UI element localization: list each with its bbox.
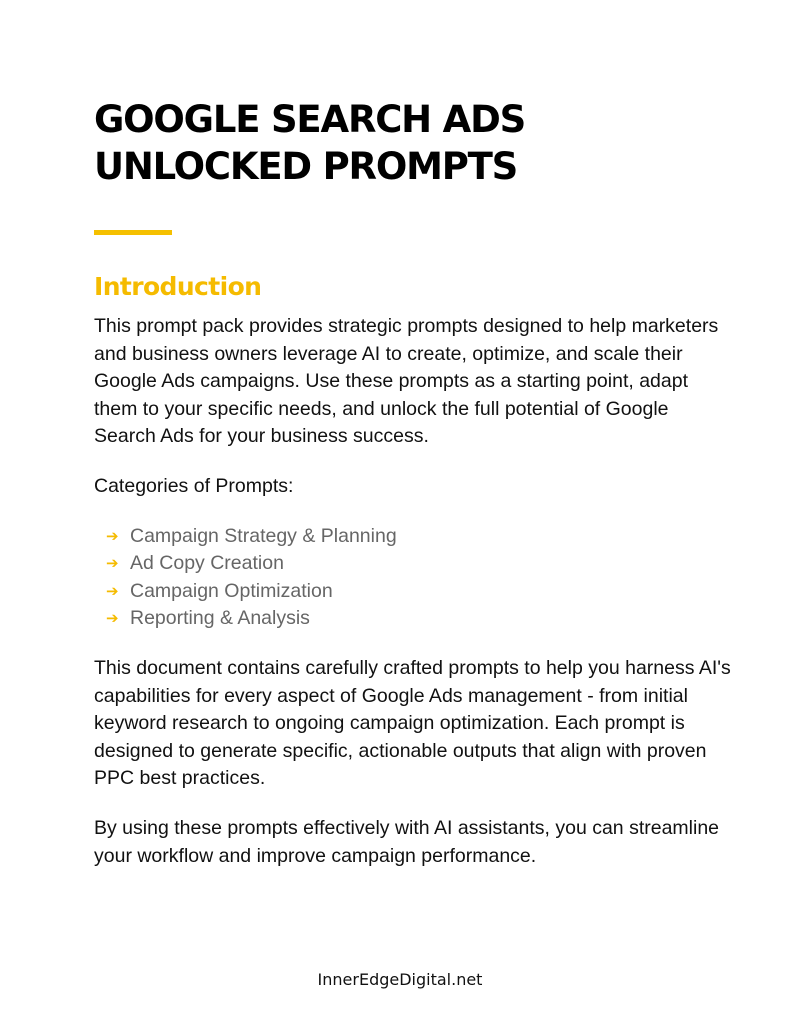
list-item xyxy=(106,605,734,633)
category-label: Campaign Strategy & Planning xyxy=(130,524,397,547)
intro-paragraph: This prompt pack provides strategic prompts designed to help marketers and business owners leverage AI to create, optimize, and scale their Google Ads campaigns. Use these prompts as a starting point, adapt them to your specific needs, and unlock the full potential of Google Search Ads for your business success. xyxy=(94,315,719,448)
list-item xyxy=(106,523,734,551)
list-item xyxy=(106,578,734,606)
arrow-right-icon: ➔ xyxy=(106,527,119,545)
body-paragraph-3: By using these prompts effectively with AI assistants, you can streamline your workflow and improve campaign performance. xyxy=(94,816,720,867)
document-page xyxy=(94,96,734,870)
list-item xyxy=(106,550,734,578)
category-label: Ad Copy Creation xyxy=(130,552,284,575)
section-heading-introduction: Introduction xyxy=(94,272,262,301)
category-label: Campaign Optimization xyxy=(130,579,333,602)
arrow-right-icon: ➔ xyxy=(106,610,119,628)
arrow-right-icon: ➔ xyxy=(106,582,119,600)
title-line-1: GOOGLE SEARCH ADS xyxy=(94,98,526,141)
accent-divider xyxy=(94,230,172,235)
categories-label: Categories of Prompts: xyxy=(94,474,294,497)
categories-list xyxy=(94,523,734,633)
footer-site-name: InnerEdgeDigital.net xyxy=(317,970,483,989)
arrow-right-icon: ➔ xyxy=(106,555,119,573)
title-line-2: UNLOCKED PROMPTS xyxy=(94,145,518,188)
body-paragraph-2: This document contains carefully crafted prompts to help you harness AI's capabilities for every aspect of Google Ads management - from initial keyword research to ongoing campaign optimization. Each prompt is designed to generate specific, actionable outputs that align with proven PPC best practices. xyxy=(94,656,731,790)
category-label: Reporting & Analysis xyxy=(130,607,310,630)
page-title xyxy=(94,96,734,190)
